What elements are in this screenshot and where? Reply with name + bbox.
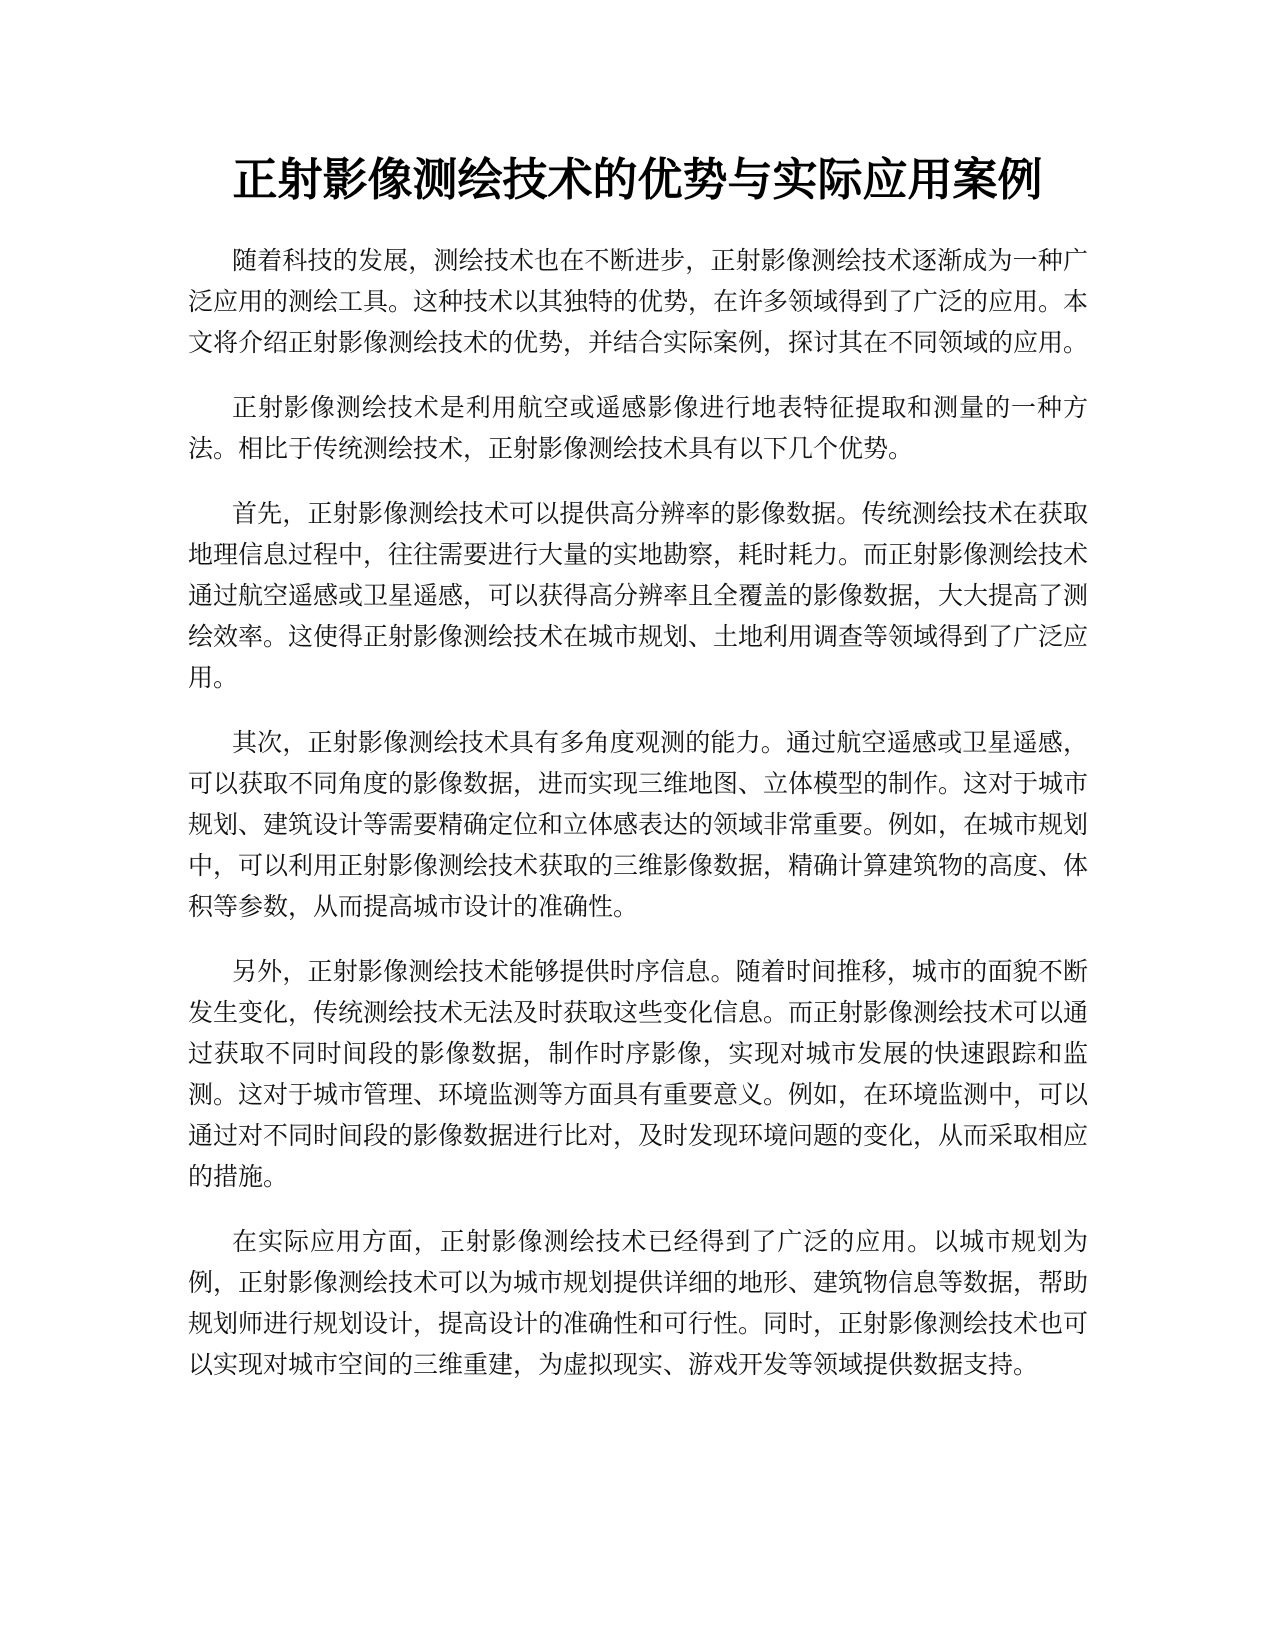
paragraph-definition: 正射影像测绘技术是利用航空或遥感影像进行地表特征提取和测量的一种方法。相比于传统测绘技术，正射影像测绘技术具有以下几个优势。: [188, 393, 1088, 463]
paragraph-advantage-multiangle: 其次，正射影像测绘技术具有多角度观测的能力。通过航空遥感或卫星遥感，可以获取不同角度的影像数据，进而实现三维地图、立体模型的制作。这对于城市规划、建筑设计等需要精确定位和立体感表达的领域非常重要。例如，在城市规划中，可以利用正射影像测绘技术获取的三维影像数据，精确计算建筑物的高度、体积等参数，从而提高城市设计的准确性。: [188, 728, 1089, 921]
paragraph-intro: 随着科技的发展，测绘技术也在不断进步，正射影像测绘技术逐渐成为一种广泛应用的测绘工具。这种技术以其独特的优势，在许多领域得到了广泛的应用。本文将介绍正射影像测绘技术的优势，并结合实际案例，探讨其在不同领域的应用。: [188, 246, 1089, 357]
paragraph-advantage-timeseries: 另外，正射影像测绘技术能够提供时序信息。随着时间推移，城市的面貌不断发生变化，传统测绘技术无法及时获取这些变化信息。而正射影像测绘技术可以通过获取不同时间段的影像数据，制作时序影像，实现对城市发展的快速跟踪和监测。这对于城市管理、环境监测等方面具有重要意义。例如，在环境监测中，可以通过对不同时间段的影像数据进行比对，及时发现环境问题的变化，从而采取相应的措施。: [188, 957, 1089, 1191]
paragraph-applications: 在实际应用方面，正射影像测绘技术已经得到了广泛的应用。以城市规划为例，正射影像测绘技术可以为城市规划提供详细的地形、建筑物信息等数据，帮助规划师进行规划设计，提高设计的准确性和可行性。同时，正射影像测绘技术也可以实现对城市空间的三维重建，为虚拟现实、游戏开发等领域提供数据支持。: [188, 1227, 1089, 1379]
paragraph-advantage-resolution: 首先，正射影像测绘技术可以提供高分辨率的影像数据。传统测绘技术在获取地理信息过程中，往往需要进行大量的实地勘察，耗时耗力。而正射影像测绘技术通过航空遥感或卫星遥感，可以获得高分辨率且全覆盖的影像数据，大大提高了测绘效率。这使得正射影像测绘技术在城市规划、土地利用调查等领域得到了广泛应用。: [188, 499, 1089, 692]
page-title: 正射影像测绘技术的优势与实际应用案例: [232, 153, 1043, 206]
document-body: [188, 240, 1088, 1409]
